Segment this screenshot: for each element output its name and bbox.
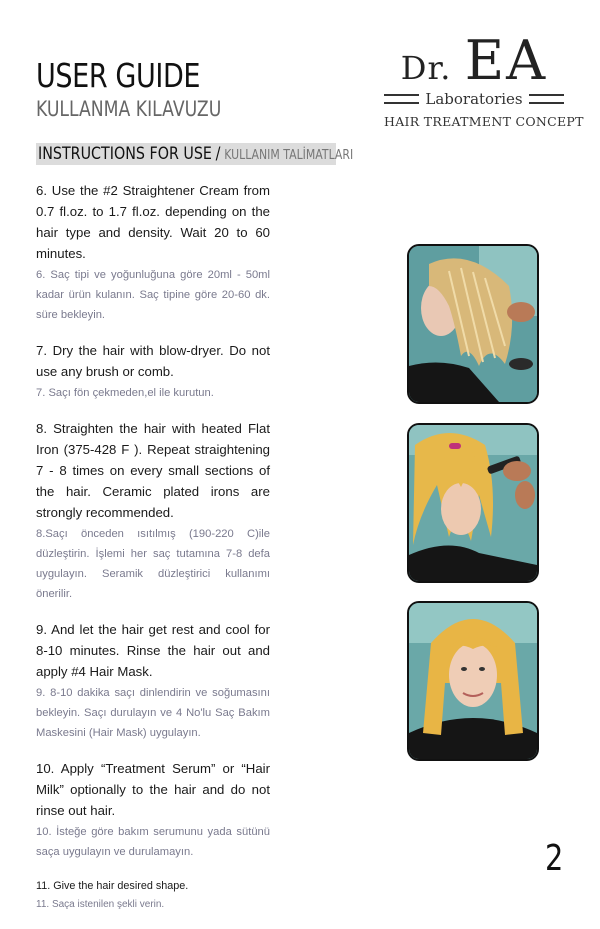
step-text-en: 7. Dry the hair with blow-dryer. Do not use any brush or comb.	[36, 343, 270, 379]
brand-logo	[384, 29, 584, 129]
step-8	[36, 418, 270, 604]
step-6	[36, 180, 270, 325]
page-subtitle: KULLANMA KILAVUZU	[36, 97, 222, 121]
step-text-tr: 11. Saça istenilen şekli verin.	[36, 899, 165, 910]
logo-left-rule	[384, 94, 419, 104]
logo-laboratories: Laboratories	[425, 90, 523, 108]
finished-straight-hair-photo	[407, 601, 539, 761]
logo-ea: EA	[464, 29, 548, 92]
step-text-tr: 7. Saçı fön çekmeden,el ile kurutun.	[36, 387, 214, 399]
page-title: USER GUIDE	[36, 56, 201, 95]
step-text-en: 11. Give the hair desired shape.	[36, 880, 189, 892]
step-10	[36, 758, 270, 862]
flat-iron-straightening-photo	[407, 423, 539, 583]
banner-title-en: INSTRUCTIONS FOR USE	[38, 144, 212, 164]
step-text-en: 8. Straighten the hair with heated Flat Iron (375-428 F ). Repeat straightening 7 - 8 times on every small sections of the hair. Ceramic plated irons are strongly recommended.	[36, 421, 270, 520]
step-9	[36, 619, 270, 743]
step-text-tr: 10. İsteğe göre bakım serumunu yada sütünü saça uygulayın ve durulamayın.	[36, 826, 270, 858]
step-text-tr: 6. Saç tipi ve yoğunluğuna göre 20ml - 50ml kadar ürün kulanın. Saç tipine göre 20-60 dk. süre bekleyin.	[36, 269, 270, 321]
logo-wordmark	[384, 29, 564, 92]
instructions-banner	[36, 143, 354, 165]
step-11	[36, 877, 270, 914]
instruction-steps	[36, 180, 270, 929]
logo-dr: Dr.	[400, 49, 452, 87]
step-7	[36, 340, 270, 403]
logo-right-rule	[529, 94, 564, 104]
banner-title-tr: KULLANIM TALİMATLARI	[224, 148, 354, 163]
hair-cream-application-photo	[407, 244, 539, 404]
step-text-en: 9. And let the hair get rest and cool for 8-10 minutes. Rinse the hair out and apply #4 Hair Mask.	[36, 622, 270, 679]
step-text-en: 6. Use the #2 Straightener Cream from 0.7 fl.oz. to 1.7 fl.oz. depending on the hair type and density. Wait 20 to 60 minutes.	[36, 183, 270, 261]
logo-concept: HAIR TREATMENT CONCEPT	[384, 114, 584, 129]
step-text-tr: 8.Saçı önceden ısıtılmış (190-220 C)ile düzleştirin. İşlemi her saç tutamına 7-8 defa uygulayın. Seramik düzleştirici kullanımı önerilir.	[36, 528, 270, 600]
logo-laboratories-row	[384, 90, 564, 108]
banner-separator: /	[215, 144, 221, 164]
page-number: 2	[545, 838, 564, 879]
step-text-en: 10. Apply “Treatment Serum” or “Hair Milk” optionally to the hair and do not rinse out hair.	[36, 761, 270, 818]
step-text-tr: 9. 8-10 dakika saçı dinlendirin ve soğumasını bekleyin. Saçı durulayın ve 4 No'lu Saç Bakım Maskesini (Hair Mask) uygulayın.	[36, 687, 270, 739]
